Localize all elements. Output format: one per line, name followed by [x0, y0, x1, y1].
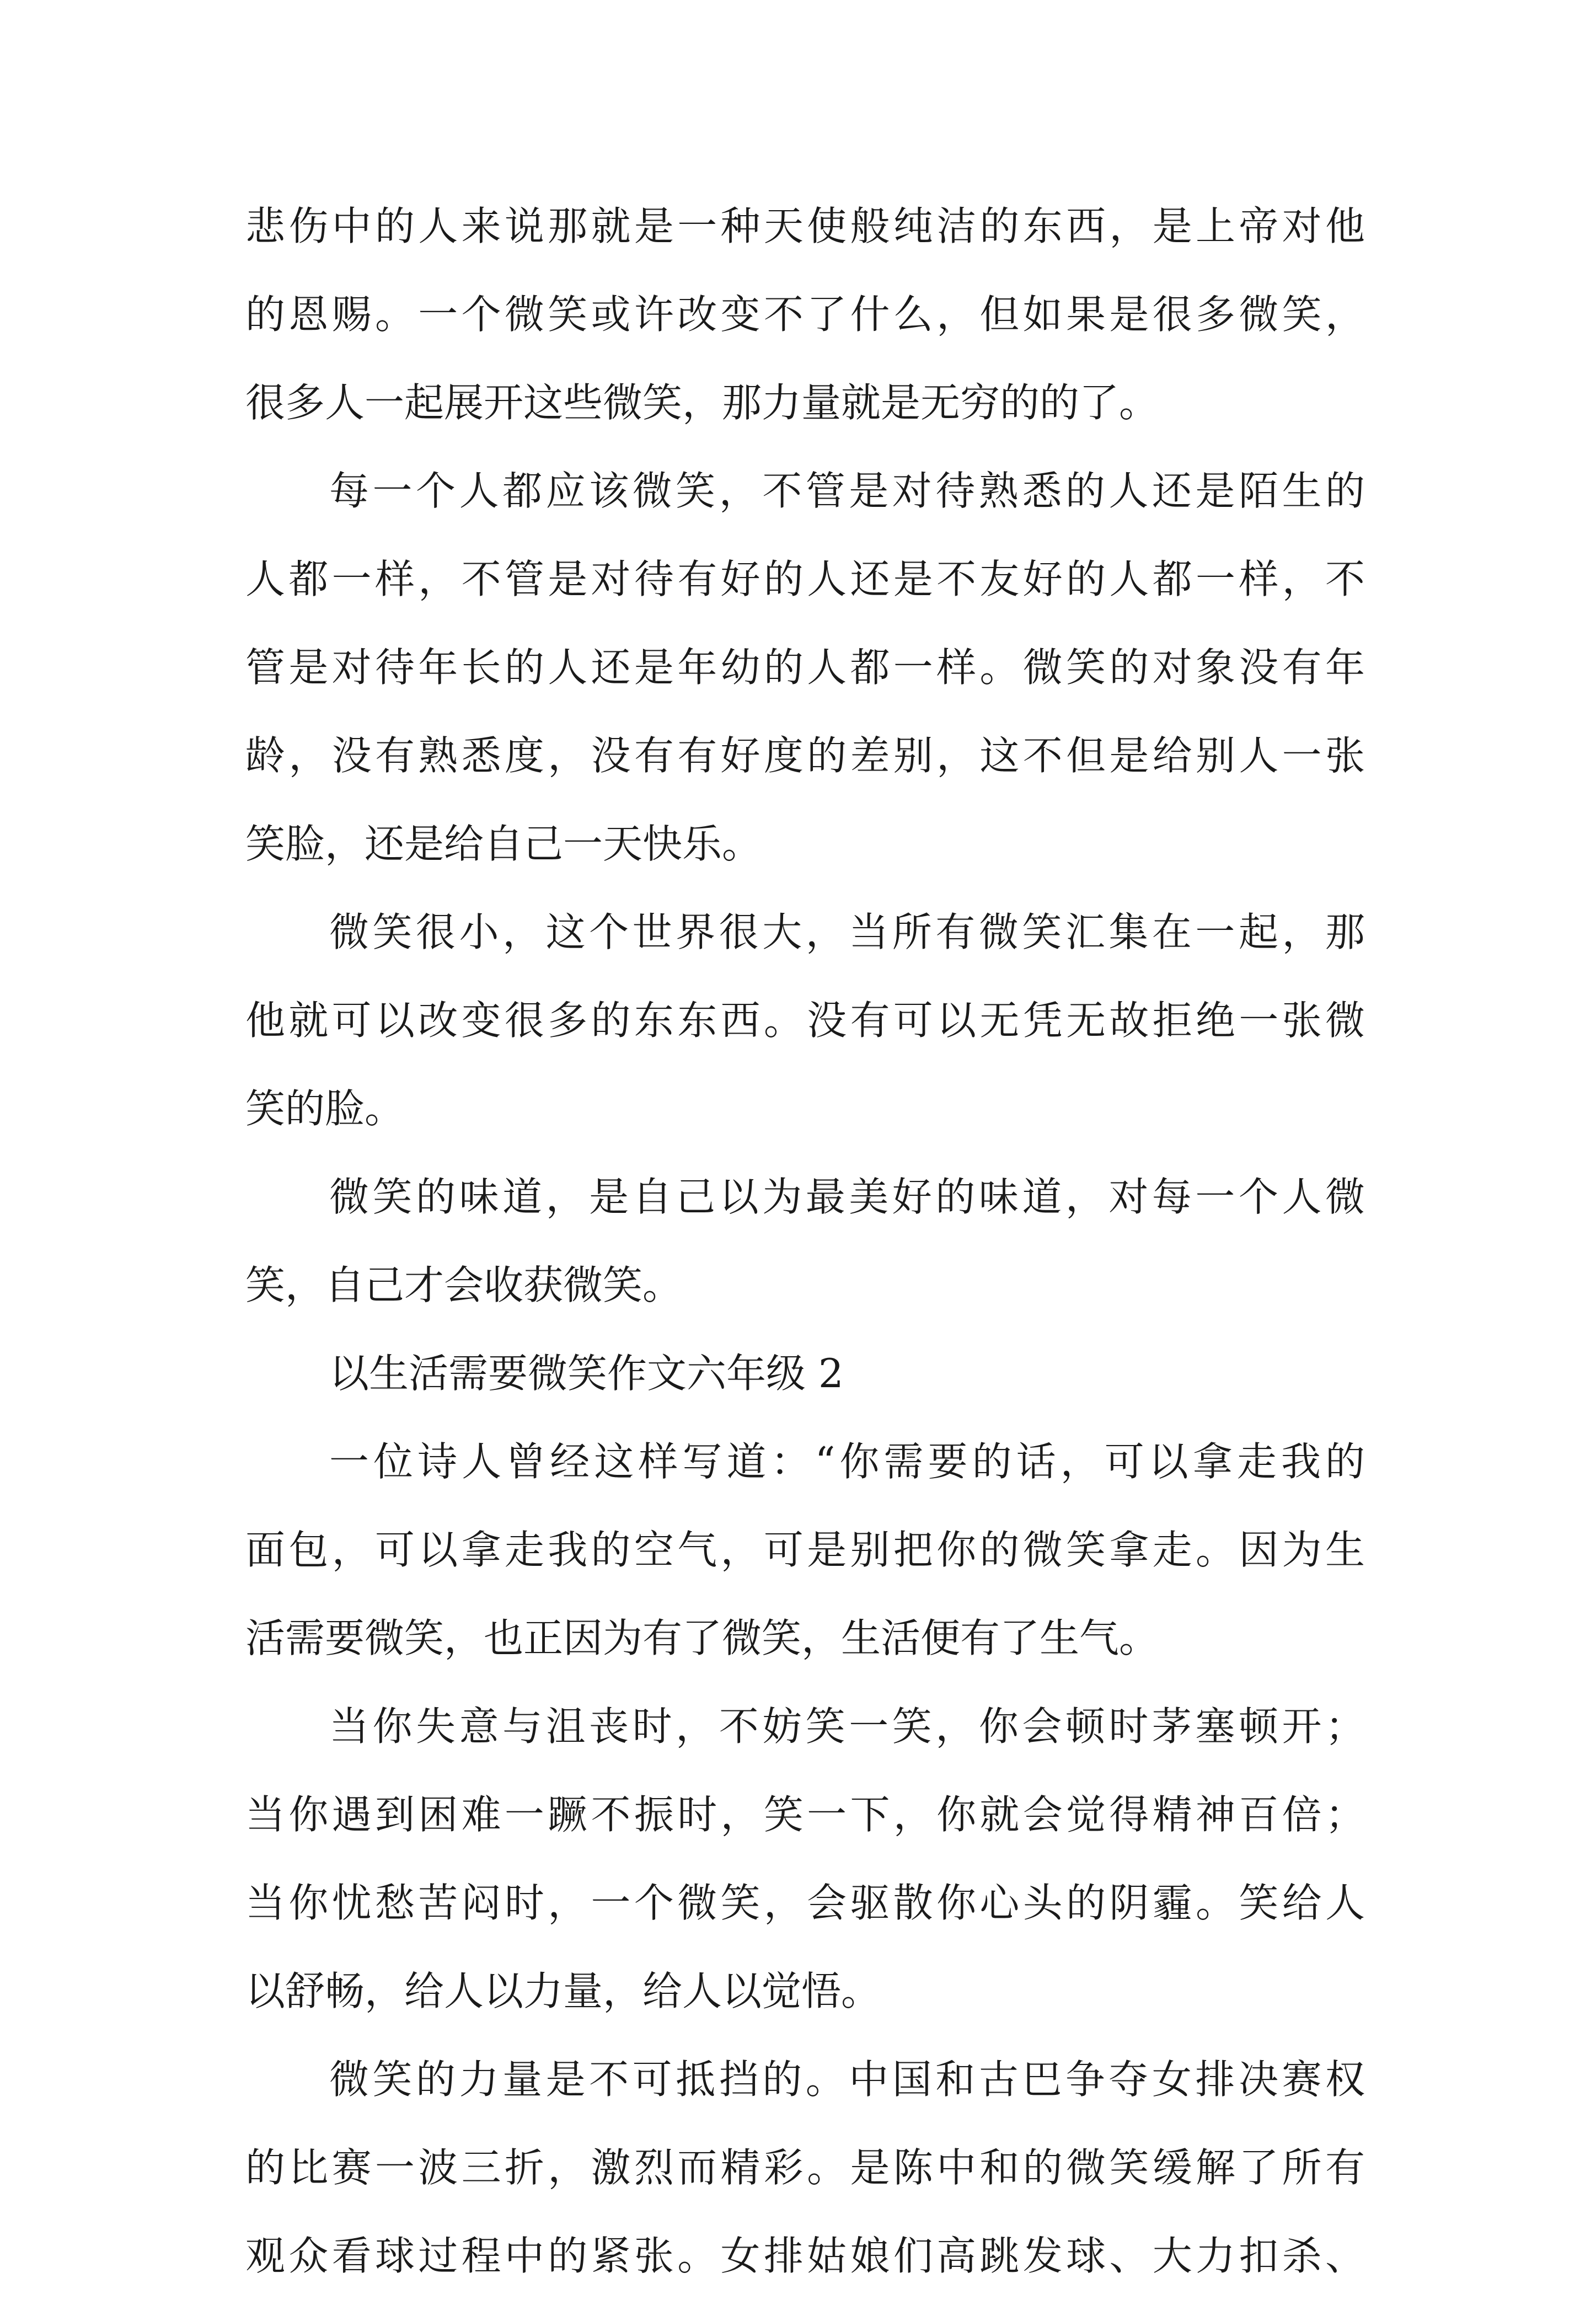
paragraph-start-line: 每一个人都应该微笑，不管是对待熟悉的人还是陌生的	[329, 468, 1365, 514]
paragraph-start-line: 微笑的力量是不可抵挡的。中国和古巴争夺女排决赛权	[329, 2056, 1365, 2103]
text-line: 龄，没有熟悉度，没有有好度的差别，这不但是给别人一张	[245, 732, 1365, 779]
paragraph-start-line: 当你失意与沮丧时，不妨笑一笑，你会顿时茅塞顿开；	[329, 1703, 1365, 1750]
paragraph-start-line: 微笑的味道，是自己以为最美好的味道，对每一个人微	[329, 1174, 1365, 1220]
text-line: 的恩赐。一个微笑或许改变不了什么，但如果是很多微笑，	[245, 291, 1365, 338]
text-line: 很多人一起展开这些微笑，那力量就是无穷的的了。	[245, 379, 1159, 426]
text-line: 当你遇到困难一蹶不振时，笑一下，你就会觉得精神百倍；	[245, 1791, 1365, 1838]
paragraph-start-line: 一位诗人曾经这样写道：“你需要的话，可以拿走我的	[329, 1438, 1365, 1485]
text-line: 人都一样，不管是对待有好的人还是不友好的人都一样，不	[245, 556, 1365, 602]
text-line: 他就可以改变很多的东东西。没有可以无凭无故拒绝一张微	[245, 997, 1365, 1044]
text-line: 以舒畅，给人以力量，给人以觉悟。	[245, 1968, 881, 2014]
text-line: 笑的脸。	[245, 1085, 405, 1132]
text-line: 的比赛一波三折，激烈而精彩。是陈中和的微笑缓解了所有	[245, 2144, 1365, 2191]
section-heading: 以生活需要微笑作文六年级 2	[329, 1350, 844, 1397]
text-line: 活需要微笑，也正因为有了微笑，生活便有了生气。	[245, 1615, 1159, 1661]
text-line: 管是对待年长的人还是年幼的人都一样。微笑的对象没有年	[245, 644, 1365, 691]
text-line: 当你忧愁苦闷时，一个微笑，会驱散你心头的阴霾。笑给人	[245, 1880, 1365, 1926]
text-line: 悲伤中的人来说那就是一种天使般纯洁的东西，是上帝对他	[245, 203, 1365, 249]
text-line: 面包，可以拿走我的空气，可是别把你的微笑拿走。因为生	[245, 1527, 1365, 1573]
text-line: 观众看球过程中的紧张。女排姑娘们高跳发球、大力扣杀、	[245, 2233, 1365, 2279]
document-page	[245, 182, 1365, 2300]
text-line: 笑脸，还是给自己一天快乐。	[245, 821, 762, 867]
paragraph-start-line: 微笑很小，这个世界很大，当所有微笑汇集在一起，那	[329, 909, 1365, 955]
text-line: 笑，自己才会收获微笑。	[245, 1262, 683, 1308]
